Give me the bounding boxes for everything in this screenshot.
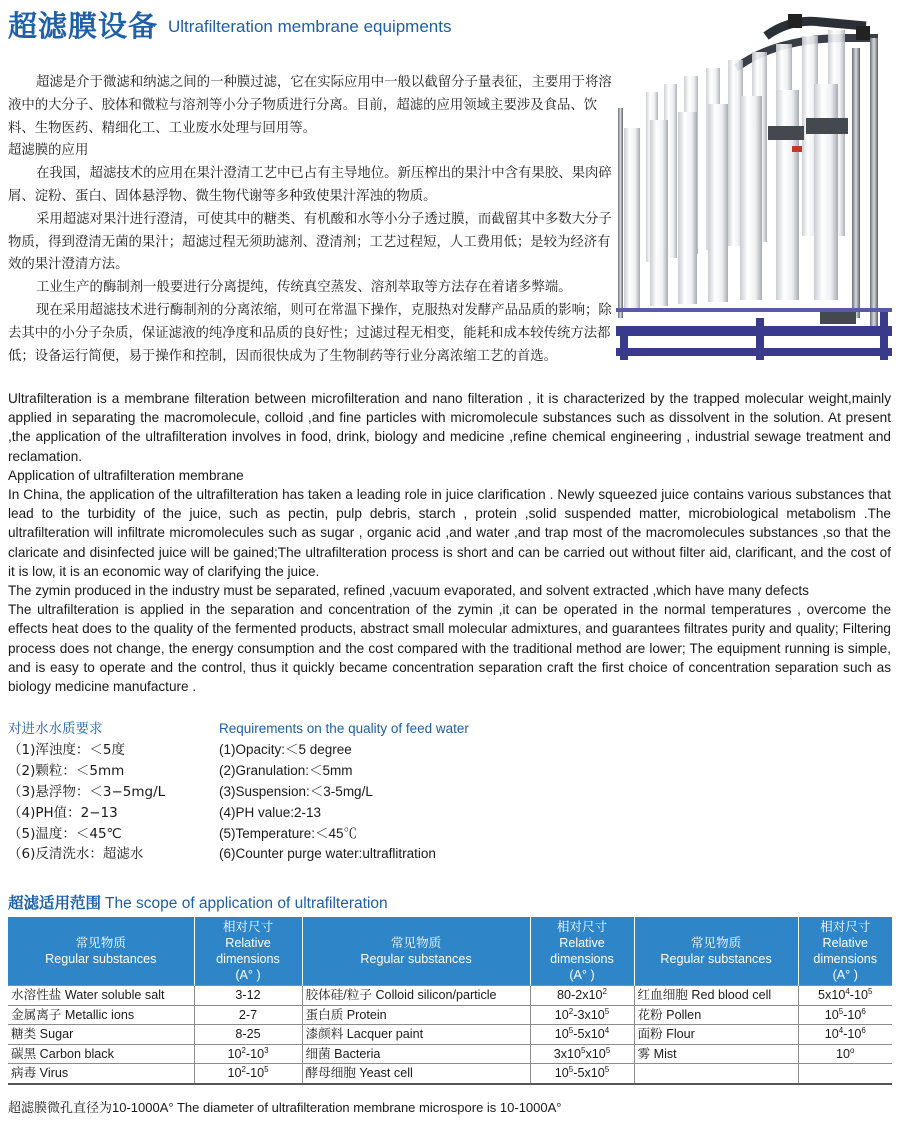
table-row — [8, 1044, 892, 1064]
table-row — [8, 986, 892, 1006]
intro-zh-paragraph: 现在采用超滤技术进行酶制剂的分离浓缩，则可在常温下操作，克服热对发酵产品品质的影响；除去其中的小分子杂质，保证滤液的纯净度和品质的良好性；过滤过程无相变，能耗和成本较传统方法都低；设备运行简便，易于操作和控制，因而很快成为了生物制药等行业分离浓缩工艺的首选。 — [8, 302, 612, 364]
dimension-cell: $10^5-5x10^4$ — [530, 1025, 634, 1045]
requirement-item: （3)悬浮物：＜3−5mg/L — [8, 783, 166, 800]
substance-cell: 胶体硅/粒子 Colloid silicon/particle — [302, 986, 530, 1006]
dimension-cell: $10^2-10^3$ — [194, 1044, 302, 1064]
table-row — [8, 1064, 892, 1084]
requirement-item: （4)PH值：2−13 — [8, 804, 118, 821]
dimension-cell — [798, 1064, 892, 1084]
requirements-en — [219, 719, 619, 865]
intro-en-subheading: Application of ultrafilteration membrane — [8, 467, 244, 483]
dimension-cell: 10$^o$ — [798, 1044, 892, 1064]
table-header-row — [8, 917, 892, 986]
requirement-item: (6)Counter purge water:ultraflitration — [219, 846, 436, 862]
intro-zh-paragraph: 超滤是介于微滤和纳滤之间的一种膜过滤，它在实际应用中一般以截留分子量表征，主要用于将溶液中的大分子、胶体和微粒与溶剂等小分子物质进行分离。目前，超滤的应用领域主要涉及食品、饮料、生物医药、精细化工、工业废水处理与回用等。 — [8, 75, 612, 136]
requirement-item: （2)颗粒：＜5mm — [8, 762, 125, 779]
requirements-zh — [8, 719, 208, 865]
substance-cell: 花粉 Pollen — [634, 1005, 798, 1025]
requirement-item: (1)Opacity:＜5 degree — [219, 741, 352, 757]
column-header-substance: 常见物质 Regular substances — [634, 917, 798, 986]
column-header-dimension: 相对尺寸 Relative dimensions (A° ) — [798, 917, 892, 986]
dimension-cell: $80-2x10^2$ — [530, 986, 634, 1006]
substance-cell: 雾 Mist — [634, 1044, 798, 1064]
substance-cell: 水溶性盐 Water soluble salt — [8, 986, 194, 1006]
footnote: 超滤膜微孔直径为10-1000A° The diameter of ultrafilteration membrane microspore is 10-1000A° — [8, 1100, 562, 1115]
column-header-dimension: 相对尺寸 Relative dimensions (A° ) — [530, 917, 634, 986]
intro-en-paragraph: The zymin produced in the industry must be separated, refined ,vacuum evaporated, and solvent extracted ,which have many defects — [8, 583, 809, 599]
substance-cell: 酵母细胞 Yeast cell — [302, 1064, 530, 1084]
requirement-item: （5)温度：＜45℃ — [8, 825, 122, 842]
dimension-cell: $3x10^5x10^5$ — [530, 1044, 634, 1064]
substance-cell: 病毒 Virus — [8, 1064, 194, 1084]
intro-english — [8, 389, 891, 696]
intro-zh-paragraph: 采用超滤对果汁进行澄清，可使其中的糖类、有机酸和水等小分子透过膜，而截留其中多数大分子物质，得到澄清无菌的果汁；超滤过程无须助滤剂、澄清剂；工艺过程短，人工费用低；是较为经济有效的果汁澄清方法。 — [8, 211, 612, 273]
dimension-cell: 8-25 — [194, 1025, 302, 1045]
column-header-dimension: 相对尺寸 Relative dimensions (A° ) — [194, 917, 302, 986]
ultrafiltration-equipment-photo — [616, 8, 892, 360]
dimension-cell: $10^5-5x10^5$ — [530, 1064, 634, 1084]
dimension-cell: 3-12 — [194, 986, 302, 1006]
substance-cell: 碳黑 Carbon black — [8, 1044, 194, 1064]
scope-heading-zh: 超滤适用范围 — [8, 894, 102, 912]
requirement-item: (4)PH value:2-13 — [219, 804, 322, 820]
substance-cell: 糖类 Sugar — [8, 1025, 194, 1045]
substance-cell: 面粉 Flour — [634, 1025, 798, 1045]
page-title-zh: 超滤膜设备 — [8, 9, 159, 43]
requirement-item: （1)浑浊度：＜5度 — [8, 741, 125, 758]
intro-en-paragraph: In China, the application of the ultrafilteration has taken a leading role in juice clarification . Newly squeezed juice contains various substances that lead to the turbidity of the juice, such as pectin, pulp debris, starch , protein ,solid suspended matter, microbiological metabolism .The ultrafilteration will infiltrate micromolecules such as sugar , organic acid ,and water ,and trap most of the macromolecules substances ,so that the claricate and disinfected juice will be gained;The ultrafilteration process is short and can be carried out without filter aid, clarificant, and the cost of it is low, it is an economic way of clarifying the juice. — [8, 487, 891, 579]
dimension-cell: $10^5-10^6$ — [798, 1005, 892, 1025]
intro-en-paragraph: Ultrafilteration is a membrane filteration between microfilteration and nano filteration , it is characterized by the trapped molecular weight,mainly applied in separating the macromolecule, colloid ,and fine particles with micromolecule substances such as dissolvent in the solution. At present ,the application of the ultrafilteration involves in food, drink, biology and medicine ,refine chemical engineering , industrial sewage treatment and reclamation. — [8, 391, 891, 464]
dimension-cell: $5x10^4-10^5$ — [798, 986, 892, 1006]
column-header-substance: 常见物质 Regular substances — [302, 917, 530, 986]
substance-cell — [634, 1064, 798, 1084]
scope-heading — [8, 891, 388, 913]
requirements-zh-heading: 对进水水质要求 — [8, 721, 103, 737]
scope-table — [8, 917, 892, 1085]
requirements-en-heading: Requirements on the quality of feed water — [219, 721, 469, 736]
dimension-cell: $10^2-10^5$ — [194, 1064, 302, 1084]
requirement-item: (5)Temperature:＜45℃ — [219, 825, 358, 841]
dimension-cell: $10^4-10^6$ — [798, 1025, 892, 1045]
substance-cell: 蛋白质 Protein — [302, 1005, 530, 1025]
intro-zh-paragraph: 在我国，超滤技术的应用在果汁澄清工艺中已占有主导地位。新压榨出的果汁中含有果胶、果肉碎屑、淀粉、蛋白、固体悬浮物、微生物代谢等多种致使果汁浑浊的物质。 — [8, 166, 612, 204]
scope-heading-en: The scope of application of ultrafilteration — [105, 895, 388, 912]
substance-cell: 金属离子 Metallic ions — [8, 1005, 194, 1025]
dimension-cell: $10^2-3x10^5$ — [530, 1005, 634, 1025]
intro-zh-paragraph: 工业生产的酶制剂一般要进行分离提纯，传统真空蒸发、溶剂萃取等方法存在着诸多弊端。 — [36, 280, 572, 296]
intro-en-paragraph: The ultrafilteration is applied in the separation and concentration of the zymin ,it can be operated in the normal temperatures , overcome the effects heat does to the quality of the fermented products, abstract small molecular admixtures, and guarantees filtrates purity and quality; Filtering process does not change, the energy consumption and the cost compared with the traditional method are lower; The equipment running is simple, and is easy to operate and the control, thus it quickly became concentration separation craft the first choice of concentration separation such as biology medicine manufacture . — [8, 602, 891, 695]
requirement-item: （6)反清洗水：超滤水 — [8, 846, 144, 863]
table-row — [8, 1025, 892, 1045]
page-title-en: Ultrafilteration membrane equipments — [168, 17, 452, 36]
requirement-item: (3)Suspension:＜3-5mg/L — [219, 783, 373, 799]
intro-zh-subheading: 超滤膜的应用 — [8, 143, 89, 159]
substance-cell: 红血细胞 Red blood cell — [634, 986, 798, 1006]
substance-cell: 漆颜料 Lacquer paint — [302, 1025, 530, 1045]
table-row — [8, 1005, 892, 1025]
dimension-cell: 2-7 — [194, 1005, 302, 1025]
substance-cell: 细菌 Bacteria — [302, 1044, 530, 1064]
intro-chinese — [8, 72, 613, 368]
requirement-item: (2)Granulation:＜5mm — [219, 762, 353, 778]
column-header-substance: 常见物质 Regular substances — [8, 917, 194, 986]
